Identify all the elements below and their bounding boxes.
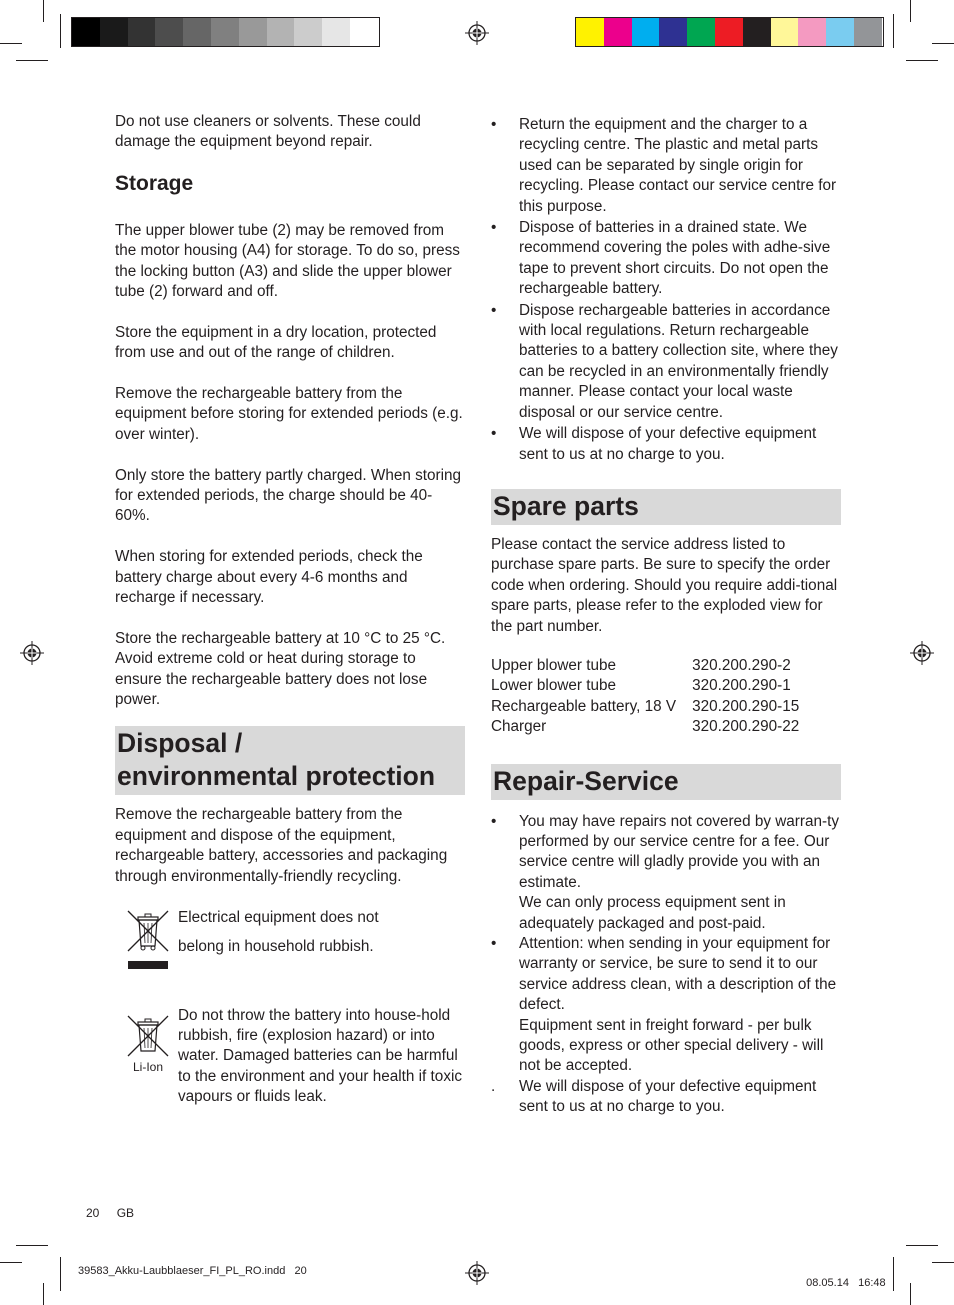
table-row bbox=[491, 697, 799, 717]
care-intro-text: Do not use cleaners or solvents. These could damage the equipment beyond repair. bbox=[115, 113, 421, 151]
crop-mark bbox=[16, 1245, 48, 1246]
list-item-text: Dispose rechargeable batteries in accordance with local regulations. Return rechargeable batteries to a battery collection site, where they can be recycled in an environmentally friendly manner. Please contact your local waste disposal or our service centre. bbox=[519, 301, 838, 421]
color-swatch bbox=[659, 18, 687, 46]
weee-notice bbox=[115, 907, 465, 977]
storage-heading: Storage bbox=[115, 171, 194, 195]
color-swatch bbox=[826, 18, 854, 46]
weee-text-line: Electrical equipment does not bbox=[178, 909, 379, 927]
color-swatch bbox=[715, 18, 743, 46]
crop-mark bbox=[932, 1262, 954, 1263]
crop-mark bbox=[910, 1283, 911, 1305]
crop-mark bbox=[893, 1257, 894, 1291]
crop-mark bbox=[0, 1262, 22, 1263]
page-number: 20 bbox=[86, 1206, 100, 1220]
bullet-mark: • bbox=[491, 425, 497, 443]
color-swatch bbox=[294, 18, 322, 46]
spare-parts-table bbox=[491, 656, 799, 738]
crop-mark bbox=[932, 43, 954, 44]
li-ion-label: Li-Ion bbox=[133, 1059, 164, 1074]
list-item bbox=[491, 812, 841, 934]
part-name: Upper blower tube bbox=[491, 656, 616, 674]
list-item bbox=[491, 934, 841, 1077]
color-swatch bbox=[155, 18, 183, 46]
list-item-text: We will dispose of your defective equipment sent to us at no charge to you. bbox=[519, 425, 817, 463]
table-row bbox=[491, 717, 799, 737]
storage-paragraph: Only store the battery partly charged. When storing for extended periods, the charge should be 40-60%. bbox=[115, 466, 462, 525]
bullet-mark: • bbox=[491, 219, 497, 237]
part-number: 320.200.290-2 bbox=[692, 656, 791, 674]
page-footer bbox=[86, 1206, 134, 1220]
bullet-mark: • bbox=[491, 812, 497, 830]
color-swatch bbox=[604, 18, 632, 46]
bullet-mark: • bbox=[491, 116, 497, 133]
list-item bbox=[491, 1077, 841, 1118]
color-swatch bbox=[183, 18, 211, 46]
print-date: 08.05.14 bbox=[806, 1277, 849, 1289]
crossed-out-bin-icon bbox=[126, 909, 170, 971]
disposal-text: Remove the rechargeable battery from the equipment and dispose of the equipment, rechargeable battery, accessories and packaging through environmentally-friendly recycling. bbox=[115, 806, 448, 885]
repair-bullet-list bbox=[491, 812, 841, 1118]
color-swatch bbox=[100, 18, 128, 46]
color-swatch bbox=[72, 18, 100, 46]
crossed-out-battery-bin-icon bbox=[126, 1014, 170, 1060]
crop-mark bbox=[893, 14, 894, 48]
color-swatch bbox=[350, 18, 378, 46]
list-item bbox=[491, 218, 841, 300]
crop-mark bbox=[910, 0, 911, 22]
process-color-bar bbox=[575, 17, 884, 47]
storage-paragraph: Store the rechargeable battery at 10 °C to 25 °C. Avoid extreme cold or heat during storage to ensure the rechargeable battery does not lose power. bbox=[115, 629, 446, 709]
bullet-mark: • bbox=[491, 301, 497, 319]
part-number: 320.200.290-1 bbox=[692, 677, 791, 695]
crop-mark bbox=[43, 0, 44, 22]
color-swatch bbox=[854, 18, 882, 46]
color-swatch bbox=[322, 18, 350, 46]
color-swatch bbox=[576, 18, 604, 46]
storage-paragraph: Store the equipment in a dry location, protected from use and out of the range of children. bbox=[115, 323, 437, 362]
disposal-heading-line: Disposal / bbox=[117, 728, 243, 759]
table-row bbox=[491, 676, 799, 696]
right-column bbox=[491, 115, 841, 1118]
crop-mark bbox=[43, 1283, 44, 1305]
indd-file-name: 39583_Akku-Laubblaeser_FI_PL_RO.indd 20 bbox=[78, 1265, 307, 1277]
part-name: Charger bbox=[491, 718, 547, 736]
color-swatch bbox=[128, 18, 156, 46]
part-number: 320.200.290-15 bbox=[692, 697, 800, 715]
weee-text-line: belong in household rubbish. bbox=[178, 938, 374, 956]
registration-mark-icon bbox=[910, 641, 934, 665]
color-swatch bbox=[239, 18, 267, 46]
color-swatch bbox=[798, 18, 826, 46]
crop-mark bbox=[16, 60, 48, 61]
storage-paragraph: The upper blower tube (2) may be removed from the motor housing (A4) for storage. To do so, press the locking button (A3) and slide the upper blower tube (2) forward and off. bbox=[115, 221, 460, 301]
repair-service-heading: Repair-Service bbox=[491, 764, 841, 800]
part-name: Rechargeable battery, 18 V bbox=[491, 697, 677, 715]
disposal-bullet-list bbox=[491, 115, 841, 465]
list-item-text: You may have repairs not covered by warran-ty performed by our service centre for a fee. Our service centre will gladly provide you with an estimate. bbox=[519, 812, 839, 891]
color-swatch bbox=[743, 18, 771, 46]
storage-paragraph: Remove the rechargeable battery from the equipment before storing for extended periods (e.g. over winter). bbox=[115, 385, 463, 443]
list-item-text: We can only process equipment sent in adequately packaged and post-paid. bbox=[519, 894, 786, 932]
table-row bbox=[491, 656, 799, 676]
crop-mark bbox=[906, 60, 938, 61]
battery-disposal-text: Do not throw the battery into house-hold rubbish, fire (explosion hazard) or into water. Damaged batteries can be harmful to the environment and your health if toxic vapours or fluids leak. bbox=[178, 1006, 463, 1106]
spare-parts-heading: Spare parts bbox=[491, 489, 841, 525]
color-swatch bbox=[771, 18, 799, 46]
bullet-mark: • bbox=[491, 935, 497, 952]
color-swatch bbox=[687, 18, 715, 46]
part-name: Lower blower tube bbox=[491, 677, 616, 695]
list-item-text: Equipment sent in freight forward - per bulk goods, express or other special delivery - will not be accepted. bbox=[519, 1016, 824, 1075]
language-code: GB bbox=[116, 1206, 135, 1220]
registration-mark-icon bbox=[465, 1261, 489, 1285]
color-swatch bbox=[632, 18, 660, 46]
color-swatch bbox=[267, 18, 295, 46]
list-item-text: Dispose of batteries in a drained state. We recommend covering the poles with adhe-sive tape to prevent short circuits. Do not open the rechargeable battery. bbox=[519, 219, 831, 298]
registration-mark-icon bbox=[20, 641, 44, 665]
list-item-text: We will dispose of your defective equipment sent to us at no charge to you. bbox=[519, 1077, 817, 1116]
crop-mark bbox=[0, 43, 22, 44]
disposal-heading bbox=[115, 726, 465, 795]
list-item-text: Return the equipment and the charger to a recycling centre. The plastic and metal parts used can be separated by single origin for recycling. Please contact our service centre for this purpose. bbox=[519, 116, 837, 215]
part-number: 320.200.290-22 bbox=[692, 718, 800, 736]
list-item bbox=[491, 115, 841, 217]
print-time: 16:48 bbox=[858, 1277, 886, 1289]
disposal-heading-line: environmental protection bbox=[117, 761, 436, 792]
bullet-mark: . bbox=[491, 1077, 496, 1095]
color-swatch bbox=[211, 18, 239, 46]
spare-parts-text: Please contact the service address listed to purchase spare parts. Be sure to specify the order code when ordering. Should you require addi-tional spare parts, please refer to the exploded view for the part number. bbox=[491, 535, 838, 635]
list-item bbox=[491, 424, 841, 465]
crop-mark bbox=[60, 1257, 61, 1291]
battery-disposal-notice bbox=[115, 1006, 465, 1108]
list-item-text: Attention: when sending in your equipment for warranty or service, be sure to send it to our service address clean, with a description of the defect. bbox=[519, 935, 837, 1014]
storage-paragraph: When storing for extended periods, check the battery charge about every 4-6 months and recharge if necessary. bbox=[115, 548, 423, 607]
left-column bbox=[115, 112, 465, 1108]
crop-mark bbox=[60, 14, 61, 48]
crop-mark bbox=[906, 1245, 938, 1246]
print-timestamp bbox=[800, 1265, 886, 1289]
grayscale-color-bar bbox=[71, 17, 380, 47]
list-item bbox=[491, 301, 841, 423]
registration-mark-icon bbox=[465, 21, 489, 45]
